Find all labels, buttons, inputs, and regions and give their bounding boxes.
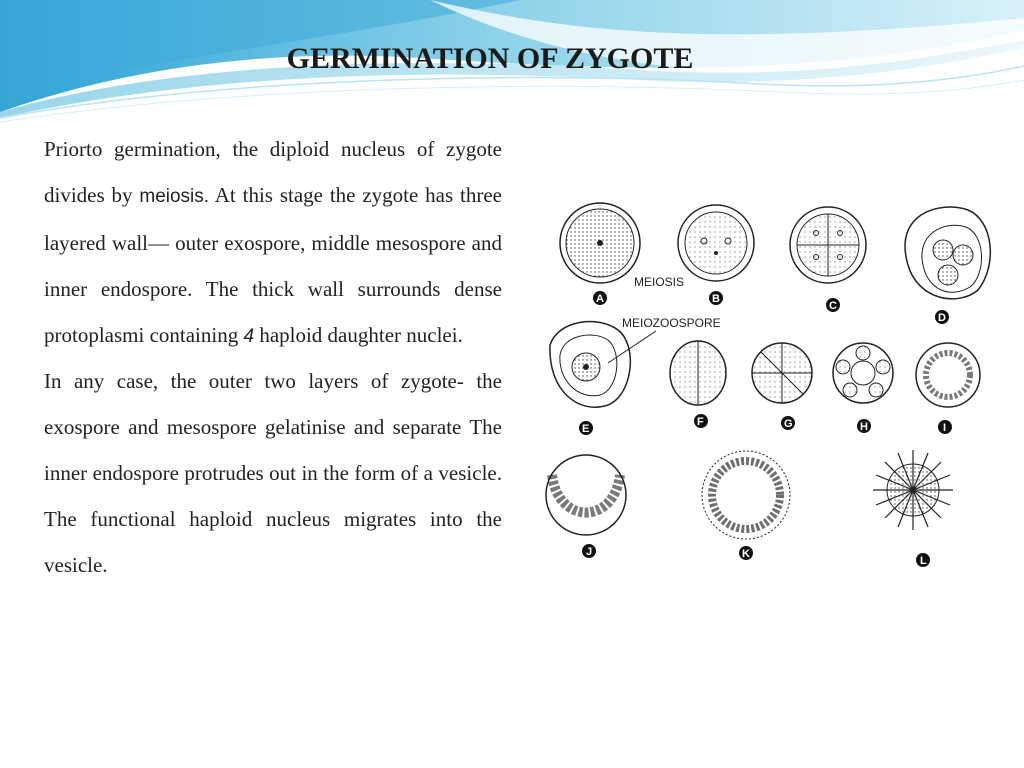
stage-b-zygote xyxy=(678,205,754,281)
label-a: A xyxy=(596,293,604,305)
label-b: B xyxy=(712,293,720,305)
paragraph-2: In any case, the outer two layers of zygote- the exospore and mesospore gelatinise and separate The inner endospore protrudes out in the form of a vesicle. The functional haploid nucleus migrates into the vesicle. xyxy=(44,369,502,577)
stage-k xyxy=(702,451,790,539)
stage-d-zygote xyxy=(905,207,990,299)
label-c: C xyxy=(829,300,837,312)
meiozoospore-caption: MEIOZOOSPORE xyxy=(622,316,721,330)
stage-e-germination xyxy=(550,322,630,408)
label-j: J xyxy=(586,546,593,558)
slide-title: GERMINATION OF ZYGOTE xyxy=(286,42,694,75)
label-g: G xyxy=(784,418,793,430)
nuclei-count: 4 xyxy=(243,326,255,347)
label-l: L xyxy=(920,555,927,567)
paragraph-1-part-2: At this stage the zygote has three layered wall— outer exospore, middle mesospore and inner endospore. The thick wall surrounds dense protoplasmi containing xyxy=(44,183,502,347)
stage-a-zygote xyxy=(560,203,640,283)
label-h: H xyxy=(860,421,868,433)
stage-labels xyxy=(579,291,952,567)
stage-h xyxy=(833,343,893,403)
meiosis-term: meiosis. xyxy=(139,186,210,207)
stage-j xyxy=(546,455,626,535)
meiosis-caption: MEIOSIS xyxy=(634,275,685,289)
paragraph-1-part-3: haploid daughter nuclei. xyxy=(254,323,463,347)
stage-i xyxy=(916,343,980,407)
stage-g xyxy=(752,343,812,403)
body-text xyxy=(44,126,502,588)
stage-l-colony xyxy=(873,450,953,530)
label-k: K xyxy=(742,548,750,560)
label-e: E xyxy=(582,423,590,435)
label-f: F xyxy=(697,416,704,428)
zygote-stages-diagram xyxy=(538,195,1000,575)
label-d: D xyxy=(938,312,946,324)
paragraph-1-part-1: Priorto germination, the diploid nucleus of zygote divides by xyxy=(44,137,502,207)
label-i: I xyxy=(943,422,947,434)
stage-f xyxy=(670,341,726,405)
zygote-germination-figure xyxy=(538,195,1000,575)
paragraph-1 xyxy=(44,126,502,360)
stage-c-zygote xyxy=(790,207,866,283)
